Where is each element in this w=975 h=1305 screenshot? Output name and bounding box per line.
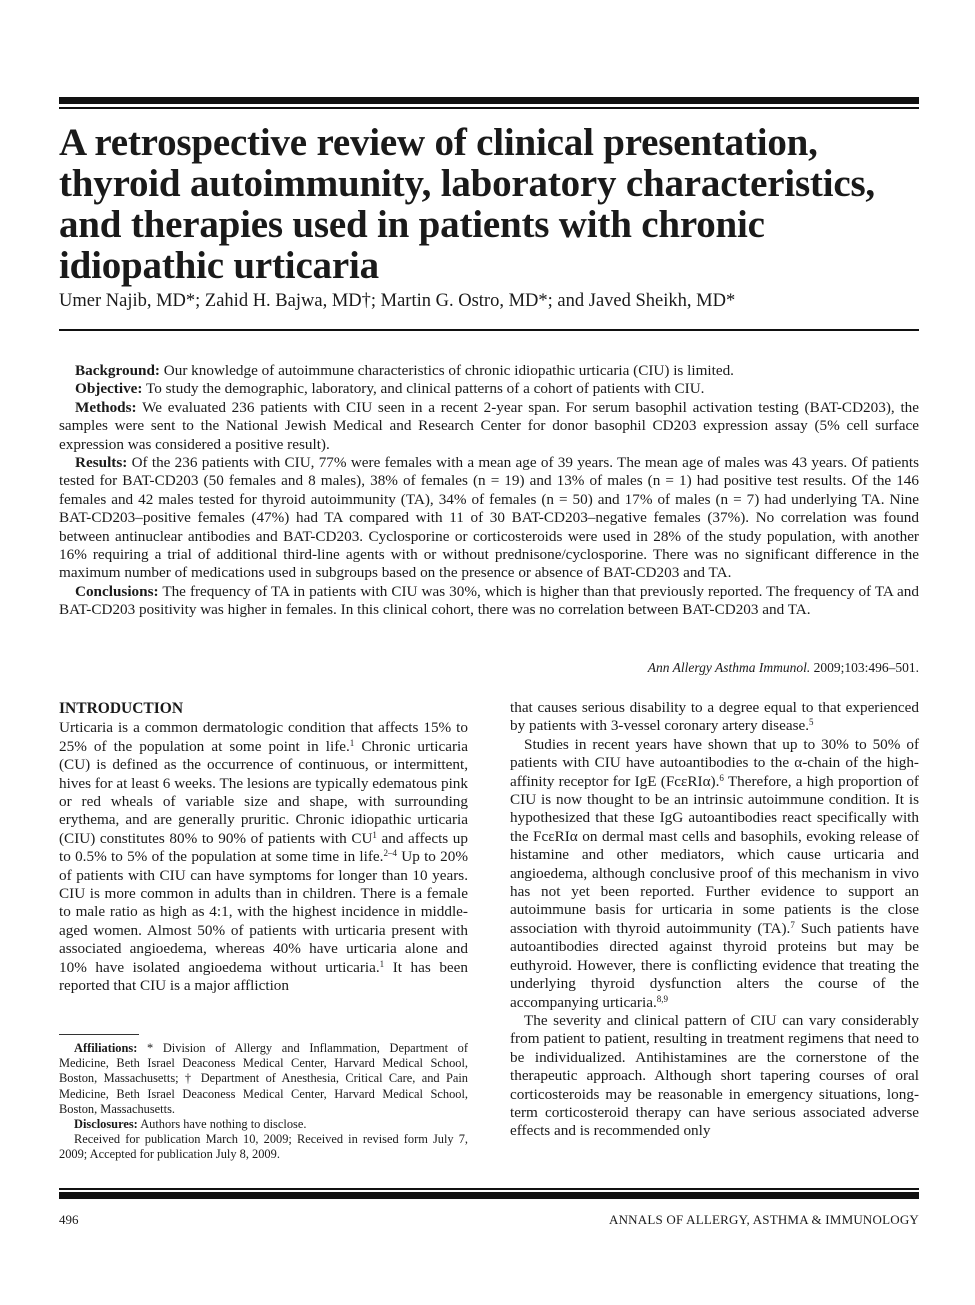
abstract-background [59, 362, 919, 380]
text-run: that causes serious disability to a degree equal to that experienced by patients with 3-vessel coronary artery disease. [510, 699, 919, 735]
author-list: Umer Najib, MD*; Zahid H. Bajwa, MD†; Martin G. Ostro, MD*; and Javed Sheikh, MD* [59, 291, 736, 311]
abstract-background-label: Background: [75, 362, 160, 379]
reference-number: 2–4 [383, 848, 397, 859]
reference-number: 1 [349, 737, 355, 748]
text-run: Such patients have autoantibodies directed against thyroid proteins but may be euthyroid. However, there is conflicting evidence that treating the underlying thyroid dysfunction alters the course of the accompanying urticaria. [510, 919, 919, 1011]
bottom-rule-thin [59, 1188, 919, 1190]
citation-details: 2009;103:496–501. [813, 660, 919, 675]
body-column-right [510, 699, 919, 1141]
citation-journal: Ann Allergy Asthma Immunol. [647, 660, 811, 675]
abstract-objective [59, 380, 919, 398]
abstract-conclusions [59, 583, 919, 620]
top-rule-thick [59, 97, 919, 104]
footnote-affiliations-label: Affiliations: [74, 1041, 138, 1055]
footnotes [59, 1041, 468, 1163]
abstract-conclusions-label: Conclusions: [75, 582, 159, 600]
abstract-objective-label: Objective: [75, 380, 143, 398]
page-number: 496 [59, 1212, 79, 1227]
reference-number: 1 [372, 829, 377, 840]
footnote-disclosures-label: Disclosures: [74, 1117, 138, 1132]
text-run: Urticaria is a common dermatologic condition that affects 15% to 25% of the population at some point in life. [59, 719, 468, 755]
reference-number: 7 [790, 919, 795, 930]
article-title: A retrospective review of clinical presentation, thyroid autoimmunity, laboratory characteristics, and therapies used in patients with chronic idiopathic urticaria [59, 121, 875, 287]
abstract-methods [59, 399, 919, 454]
intro-paragraph-3: The severity and clinical pattern of CIU can vary considerably from patient to patient, resulting in treatment regimens that need to be individualized. Antihistamines are the cornerstone of the therapeutic approach. Although short tapering courses of oral corticosteroids may be reasonable in emergency situations, long-term corticosteroid therapy can have serious associated adverse effects and is recommended only [510, 1011, 919, 1140]
footnote-affiliations-text: * Division of Allergy and Inflammation, Department of Medicine, Beth Israel Deaconess Medical Center, Harvard Medical School, Boston, Massachusetts; † Department of Anesthesia, Critical Care, and Pain Medicine, Beth Israel Deaconess Medical Center, Harvard Medical School, Boston, Massachusetts. [59, 1041, 468, 1116]
abstract-methods-label: Methods: [75, 398, 137, 416]
abstract [59, 362, 919, 620]
abstract-conclusions-text: The frequency of TA in patients with CIU was 30%, which is higher than that previously reported. The frequency of TA and BAT-CD203 positivity was higher in females. In this clinical cohort, there was no correlation between BAT-CD203 and TA. [59, 582, 919, 619]
text-run: Therefore, a high proportion of CIU is now thought to be an intrinsic autoimmune condition. It is hypothesized that these IgG autoantibodies react specifically with the FcεRIα on dermal mast cells and basophils, evoking release of histamine and other mediators, which cause urticaria and angioedema, although conclusive proof of this mechanism in vivo has not yet been reported. Further evidence to support an autoimmune basis for urticaria in some patients is the close association with thyroid autoimmunity (TA). [510, 772, 919, 937]
abstract-background-text: Our knowledge of autoimmune characteristics of chronic idiopathic urticaria (CIU) is limited. [163, 362, 734, 379]
abstract-results-text: Of the 236 patients with CIU, 77% were females with a mean age of 39 years. The mean age of males was 43 years. Of patients tested for BAT-CD203 (50 females and 8 males), 38% of females (n = 19) and 13% of males (n = 1) had positive test results. Of the 146 females and 42 males tested for thyroid autoimmunity (TA), 34% of females (n = 50) and 17% of males (n = 7) had underlying TA. Nine BAT-CD203–positive females (47%) had TA compared with 11 of 30 BAT-CD203–negative females (37%). No correlation was found between antinuclear antibodies and BAT-CD203. Cyclosporine or corticosteroids were used in 28% of the study population, with another 16% requiring a trial of additional third-line agents with or without prednisone/cyclosporine. There was no significant difference in the maximum number of medications used in subgroups based on the presence or absence of BAT-CD203 and TA. [59, 454, 919, 582]
intro-paragraph-1-continued [510, 699, 919, 736]
footnote-disclosures-text: Authors have nothing to disclose. [140, 1117, 307, 1132]
citation [648, 660, 919, 676]
running-footer-journal: ANNALS OF ALLERGY, ASTHMA & IMMUNOLOGY [609, 1212, 919, 1227]
text-run: Studies in recent years have shown that up to 30% to 50% of patients with CIU have autoantibodies to the α-chain of the high-affinity receptor for IgE (FcεRIα). [510, 735, 919, 790]
reference-number: 8,9 [656, 993, 668, 1004]
text-run: Up to 20% of patients with CIU can have symptoms for longer than 10 years. CIU is more common in adults than in children. There is a female to male ratio as high as 4:1, with the highest incidence in middle-aged women. Almost 50% of patients with urticaria present with associated angioedema, whereas 40% have urticaria alone and 10% have isolated angioedema without urticaria. [59, 848, 468, 976]
reference-number: 1 [379, 958, 385, 969]
abstract-methods-text: We evaluated 236 patients with CIU seen in a recent 2-year span. For serum basophil activation testing (BAT-CD203), the samples were sent to the National Jewish Medical and Research Center for donor basophil CD203 expression assay (5% cell surface expression was considered a positive result). [59, 398, 919, 453]
bottom-rule-thick [59, 1192, 919, 1199]
footnote-rule [59, 1034, 139, 1035]
intro-paragraph-1 [59, 719, 468, 995]
text-run: and affects up to 0.5% to 5% of the population at some time in life. [59, 829, 468, 866]
section-heading-introduction: INTRODUCTION [59, 700, 184, 717]
footnote-received: Received for publication March 10, 2009; Received in revised form July 7, 2009; Accepted for publication July 8, 2009. [59, 1132, 468, 1162]
reference-number: 6 [719, 772, 724, 783]
footnote-disclosures [59, 1117, 468, 1132]
author-rule [59, 329, 919, 331]
intro-paragraph-2 [510, 736, 919, 1012]
top-rule-thin [59, 107, 919, 109]
footnote-affiliations [59, 1041, 468, 1117]
text-run: It has been reported that CIU is a major affliction [59, 958, 468, 995]
abstract-results [59, 454, 919, 583]
text-run: Chronic urticaria (CU) is defined as the occurrence of continuous, or intermittent, hives for at least 6 weeks. The lesions are typically edematous pink or red wheals of variable size and shape, with surrounding erythema, and are generally pruritic. Chronic idiopathic urticaria (CIU) constitutes 80% to 90% of patients with CU [59, 737, 468, 847]
abstract-objective-text: To study the demographic, laboratory, and clinical patterns of a cohort of patients with CIU. [146, 380, 705, 398]
body-column-left [59, 700, 468, 996]
reference-number: 5 [809, 717, 814, 728]
abstract-results-label: Results: [75, 454, 128, 472]
